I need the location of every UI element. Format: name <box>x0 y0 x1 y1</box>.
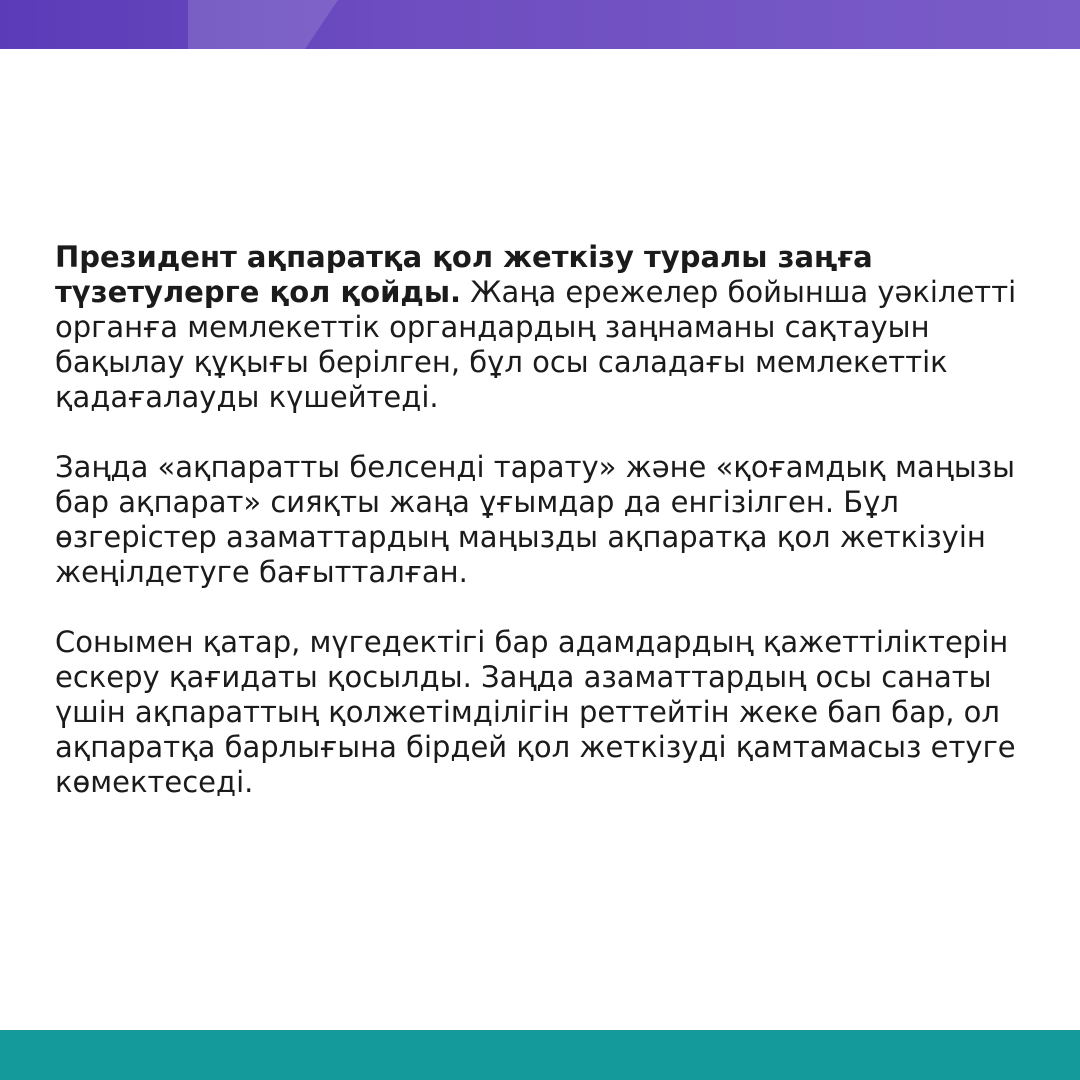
bottom-decorative-band <box>0 1030 1080 1080</box>
lead-sentence: Президент ақпаратқа қол жеткізу туралы заңға түзетулерге қол қойды. <box>55 240 873 309</box>
article-body <box>55 240 1030 800</box>
paragraph-1-text: Жаңа ережелер бойынша уәкілетті органға мемлекеттік органдардың заңнаманы сақтауын бақылау құқығы берілген, бұл осы саладағы мемлекеттік қадағалауды күшейтеді. <box>55 275 1017 414</box>
top-decorative-band <box>0 0 1080 49</box>
paragraph-2: Заңда «ақпаратты белсенді тарату» және «қоғамдық маңызы бар ақпарат» сияқты жаңа ұғымдар да енгізілген. Бұл өзгерістер азаматтардың маңызды ақпаратқа қол жеткізуін жеңілдетуге бағытталған. <box>55 450 1016 589</box>
paragraph-3: Сонымен қатар, мүгедектігі бар адамдардың қажеттіліктерін ескеру қағидаты қосылды. Заңда азаматтардың осы санаты үшін ақпараттың қолжетімділігін реттейтін жеке бап бар, ол ақпаратқа барлығына бірдей қол жеткізуді қамтамасыз етуге көмектеседі. <box>55 625 1016 799</box>
band-highlight-shape <box>188 0 338 49</box>
paragraph-1 <box>55 240 1030 415</box>
